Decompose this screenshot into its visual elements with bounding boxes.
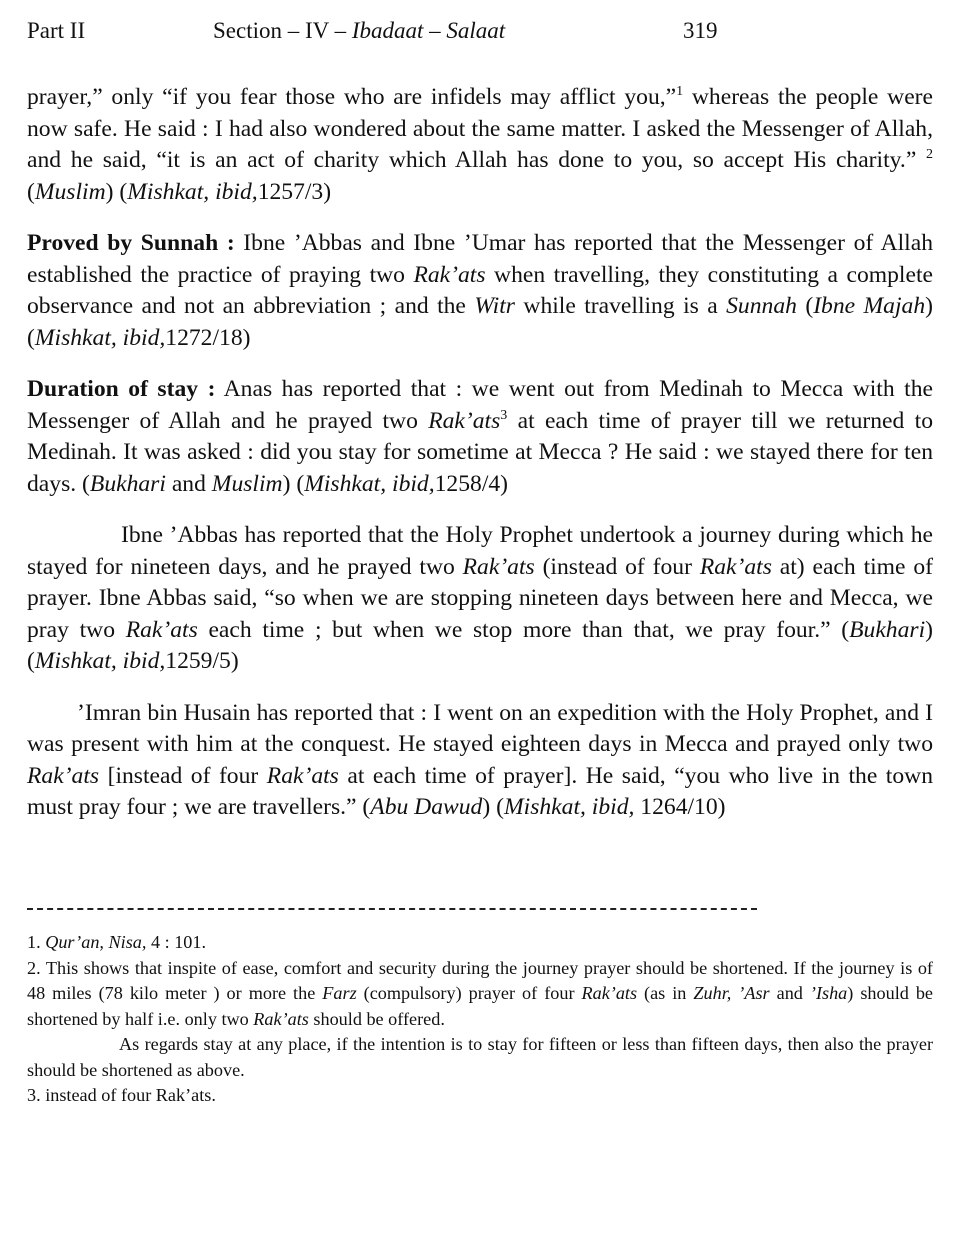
text-run: ) (	[105, 178, 128, 205]
paragraph-3	[27, 374, 933, 500]
part-label: Part II	[27, 18, 86, 43]
text-run: (instead of four	[534, 553, 700, 580]
term: Rak’ats	[462, 553, 535, 580]
term: Farz	[322, 983, 357, 1003]
reference-number: 1257/3)	[257, 178, 332, 205]
term: Rak’ats	[428, 407, 501, 434]
text-run: Ibne ’Abbas and Ibne ’Umar has reported that the Messenger of Allah established the practice of praying two	[27, 230, 933, 288]
section-prefix: Section – IV –	[213, 18, 352, 43]
term: Rak’ats	[253, 1008, 309, 1029]
term: Rak’ats	[581, 983, 638, 1003]
footnote-text: (compulsory) prayer of four	[356, 983, 582, 1003]
footnote-text: should be offered.	[308, 1008, 445, 1029]
footnote-ref-2: 2	[926, 147, 933, 162]
text-run: [instead of four	[99, 762, 267, 789]
footnotes	[27, 930, 933, 1109]
paragraph-2	[27, 228, 933, 354]
source-name: Ibne Majah	[813, 293, 926, 319]
paragraph-5	[27, 698, 933, 824]
source-name: Bukhari	[849, 616, 926, 643]
footnote-3: 3. instead of four Rak’ats.	[27, 1085, 216, 1105]
term: Rak’ats	[413, 261, 486, 288]
footnote-ref-1: 1	[676, 84, 684, 99]
text-run: ’Imran bin Husain has reported that : I went on an expedition with the Holy Prophet, and I was present with him at the conquest. He stayed eighteen days in Mecca and prayed only two	[27, 699, 933, 757]
source-name: Mishkat, ibid,	[127, 178, 258, 205]
term: Rak’ats	[266, 762, 339, 789]
text-run: and	[165, 470, 212, 497]
source-name: Muslim	[211, 470, 283, 497]
reference-number: 1259/5)	[165, 648, 239, 674]
footnote-ref-3: 3	[500, 407, 508, 423]
text-run: at each time of prayer]. He said, “you who live in the town must pray four ; we are travellers.” (	[27, 762, 933, 820]
page-number: 319	[683, 18, 718, 43]
text-run: whereas the people were now safe. He said : I had also wondered about the same matter. I asked the Messenger of Allah, and he said, “it is an act of charity which Allah has done to you, so accept His charity.”	[27, 84, 933, 173]
section-label	[213, 18, 505, 44]
text-run: Ibne ’Abbas has reported that the Holy Prophet undertook a journey during which he stayed for nineteen days, and he prayed two	[27, 522, 933, 580]
text-run: while travelling is a	[514, 293, 727, 319]
footnote-divider	[27, 908, 757, 910]
text-run: (	[27, 178, 35, 205]
term: Rak’ats	[27, 762, 100, 789]
footnote-text: 2. This shows that inspite of ease, comfort and security during the journey prayer should be shortened. If the journey is of 48 miles (78 kilo meter ) or more the	[27, 957, 933, 1003]
term: Rak’ats	[125, 616, 198, 643]
source-name: Mishkat, ibid,	[34, 324, 166, 351]
text-run: ) (	[482, 794, 504, 820]
source-name: Qur’an, Nisa,	[45, 932, 147, 952]
reference-number: 1264/10)	[634, 794, 726, 820]
footnote-text: and	[769, 983, 810, 1003]
footnote-text: (as in	[637, 983, 694, 1003]
text-run: ) (	[282, 470, 305, 497]
term: Rak’ats	[699, 553, 772, 580]
footnote-2	[27, 956, 933, 1033]
text-run: Anas has reported that : we went out from Medinah to Mecca with the Messenger of Allah and he prayed two	[27, 376, 933, 434]
main-text	[27, 82, 933, 844]
text-run: prayer,” only “if you fear those who are infidels may afflict you,”	[27, 84, 677, 110]
source-name: Mishkat, ibid,	[34, 648, 166, 674]
footnote-text: ) should be shortened by half i.e. only two	[27, 983, 933, 1029]
paragraph-heading: Duration of stay :	[27, 376, 216, 402]
paragraph-1	[27, 82, 933, 208]
reference-number: 1272/18)	[165, 324, 251, 351]
term: Witr	[474, 293, 515, 319]
text-run: ) (	[27, 293, 933, 351]
term: Sunnah	[726, 293, 797, 319]
paragraph-heading: Proved by Sunnah :	[27, 230, 235, 256]
paragraph-4	[27, 520, 933, 678]
text-run: when travelling, they constituting a complete observance and not an abbreviation ; and the	[27, 261, 933, 319]
reference-number: 1258/4)	[434, 470, 509, 497]
text-run: each time ; but when we stop more than that, we pray four.” (	[197, 616, 850, 643]
section-title: Ibadaat – Salaat	[351, 18, 506, 43]
source-name: Mishkat, ibid,	[304, 470, 435, 497]
source-name: Abu Dawud	[370, 794, 483, 820]
source-name: Bukhari	[89, 470, 166, 497]
term: Zuhr, ’Asr	[693, 983, 770, 1003]
term: ’Isha	[809, 983, 848, 1003]
text-run: at) each time of prayer. Ibne Abbas said, “so when we are stopping nineteen days between here and Mecca, we pray two	[27, 553, 934, 643]
source-name: Mishkat, ibid,	[503, 794, 635, 820]
footnote-text: 1.	[27, 932, 46, 952]
text-run: at each time of prayer till we returned to Medinah. It was asked : did you stay for sometime at Mecca ? He said : we stayed there for ten days. (	[27, 407, 934, 497]
text-run: (	[796, 293, 814, 319]
footnote-text: 4 : 101.	[146, 932, 207, 952]
dashed-rule	[27, 908, 757, 910]
text-run: ) (	[27, 616, 933, 674]
running-header	[27, 18, 933, 52]
source-name: Muslim	[34, 178, 106, 205]
footnote-1	[27, 930, 933, 956]
footnote-2-continuation: As regards stay at any place, if the intention is to stay for fifteen or less than fifteen days, then also the prayer should be shortened as above.	[27, 1034, 933, 1080]
